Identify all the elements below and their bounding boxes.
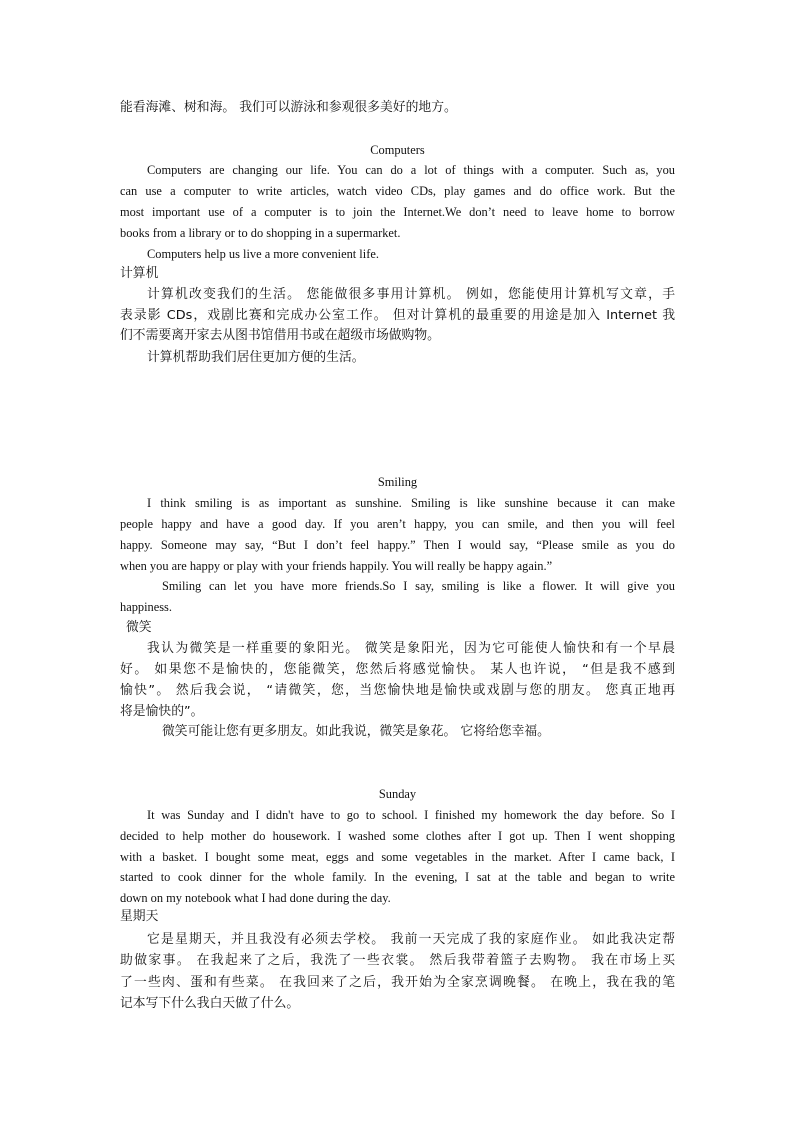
computers-en-line-1: Computers are changing our life. You can do a lot of things with a computer. Such as, you xyxy=(147,163,675,177)
smiling-zh-line-1: 我认为微笑是一样重要的象阳光。 微笑是象阳光，因为它可能使人愉快和有一个早晨 xyxy=(147,641,675,656)
computers-zh-last: 计算机帮助我们居住更加方便的生活。 xyxy=(147,350,365,365)
computers-en-line-2: can use a computer to write articles, watch video CDs, play games and do office work. But the xyxy=(120,184,675,198)
computers-zh-line-1: 计算机改变我们的生活。 您能做很多事用计算机。 例如，您能使用计算机写文章，手 xyxy=(147,287,675,302)
sunday-zh-line-1: 它是星期天，并且我没有必须去学校。 我前一天完成了我的家庭作业。 如此我决定帮 xyxy=(147,932,675,947)
computers-zh-line-3: 们不需要离开家去从图书馆借用书或在超级市场做购物。 xyxy=(120,328,440,343)
computers-en-last: Computers help us live a more convenient life. xyxy=(147,247,379,261)
sunday-en-last: down on my notebook what I had done during the day. xyxy=(120,891,391,905)
computers-en-line-4: books from a library or to do shopping in a supermarket. xyxy=(120,226,401,240)
smiling-zh-last: 微笑可能让您有更多朋友。如此我说，微笑是象花。 它将给您幸福。 xyxy=(162,724,550,739)
sunday-zh-line-2: 助做家事。 在我起来了之后，我洗了一些衣裳。 然后我带着篮子去购物。 我在市场上买 xyxy=(120,953,675,968)
smiling-zh-line-3: 愉快”。 然后我会说， “请微笑，您，当您愉快地是愉快或戏剧与您的朋友。 您真正地再 xyxy=(120,683,675,698)
sunday-en-line-2: decided to help mother do housework. I washed some clothes after I got up. Then I went shopping xyxy=(120,829,675,843)
smiling-title: Smiling xyxy=(377,475,418,489)
sunday-en-line-3: with a basket. I bought some meat, eggs and some vegetables in the market. After I came back, I xyxy=(120,850,675,864)
smiling-zh-line-4: 将是愉快的”。 xyxy=(120,704,204,719)
sunday-title: Sunday xyxy=(378,787,417,801)
computers-zh-title: 计算机 xyxy=(120,266,159,281)
computers-zh-line-2: 表录影 CDs，戏剧比赛和完成办公室工作。 但对计算机的最重要的用途是加入 Internet 我 xyxy=(120,308,675,323)
smiling-en-line-4: when you are happy or play with your friends happily. You will really be happy again.” xyxy=(120,559,553,573)
smiling-en-line-3: happy. Someone may say, “But I don’t feel happy.” Then I would say, “Please smile as you do xyxy=(120,538,675,552)
smiling-zh-line-2: 好。 如果您不是愉快的，您能微笑，您然后将感觉愉快。 某人也许说， “但是我不感到 xyxy=(120,662,675,677)
smiling-en-para2: Smiling can let you have more friends.So I say, smiling is like a flower. It will give you xyxy=(162,579,675,593)
smiling-en-para2-end: happiness. xyxy=(120,600,172,614)
sunday-zh-title: 星期天 xyxy=(120,909,159,924)
smiling-en-line-1: I think smiling is as important as sunshine. Smiling is like sunshine because it can make xyxy=(147,496,675,510)
smiling-en-line-2: people happy and have a good day. If you aren’t happy, you can smile, and then you will feel xyxy=(120,517,675,531)
sunday-zh-last: 记本写下什么我白天做了什么。 xyxy=(120,996,300,1011)
sunday-en-line-1: It was Sunday and I didn't have to go to school. I finished my homework the day before. So I xyxy=(147,808,675,822)
computers-en-line-3: most important use of a computer is to join the Internet.We don’t need to leave home to borrow xyxy=(120,205,675,219)
top-continuation-line: 能看海滩、树和海。 我们可以游泳和参观很多美好的地方。 xyxy=(120,100,457,115)
computers-title: Computers xyxy=(370,143,425,157)
sunday-zh-line-3: 了一些肉、蛋和有些菜。 在我回来了之后，我开始为全家烹调晚餐。 在晚上，我在我的笔 xyxy=(120,975,675,990)
sunday-en-line-4: started to cook dinner for the whole family. In the evening, I sat at the table and began to write xyxy=(120,870,675,884)
smiling-zh-title: 微笑 xyxy=(126,620,152,635)
